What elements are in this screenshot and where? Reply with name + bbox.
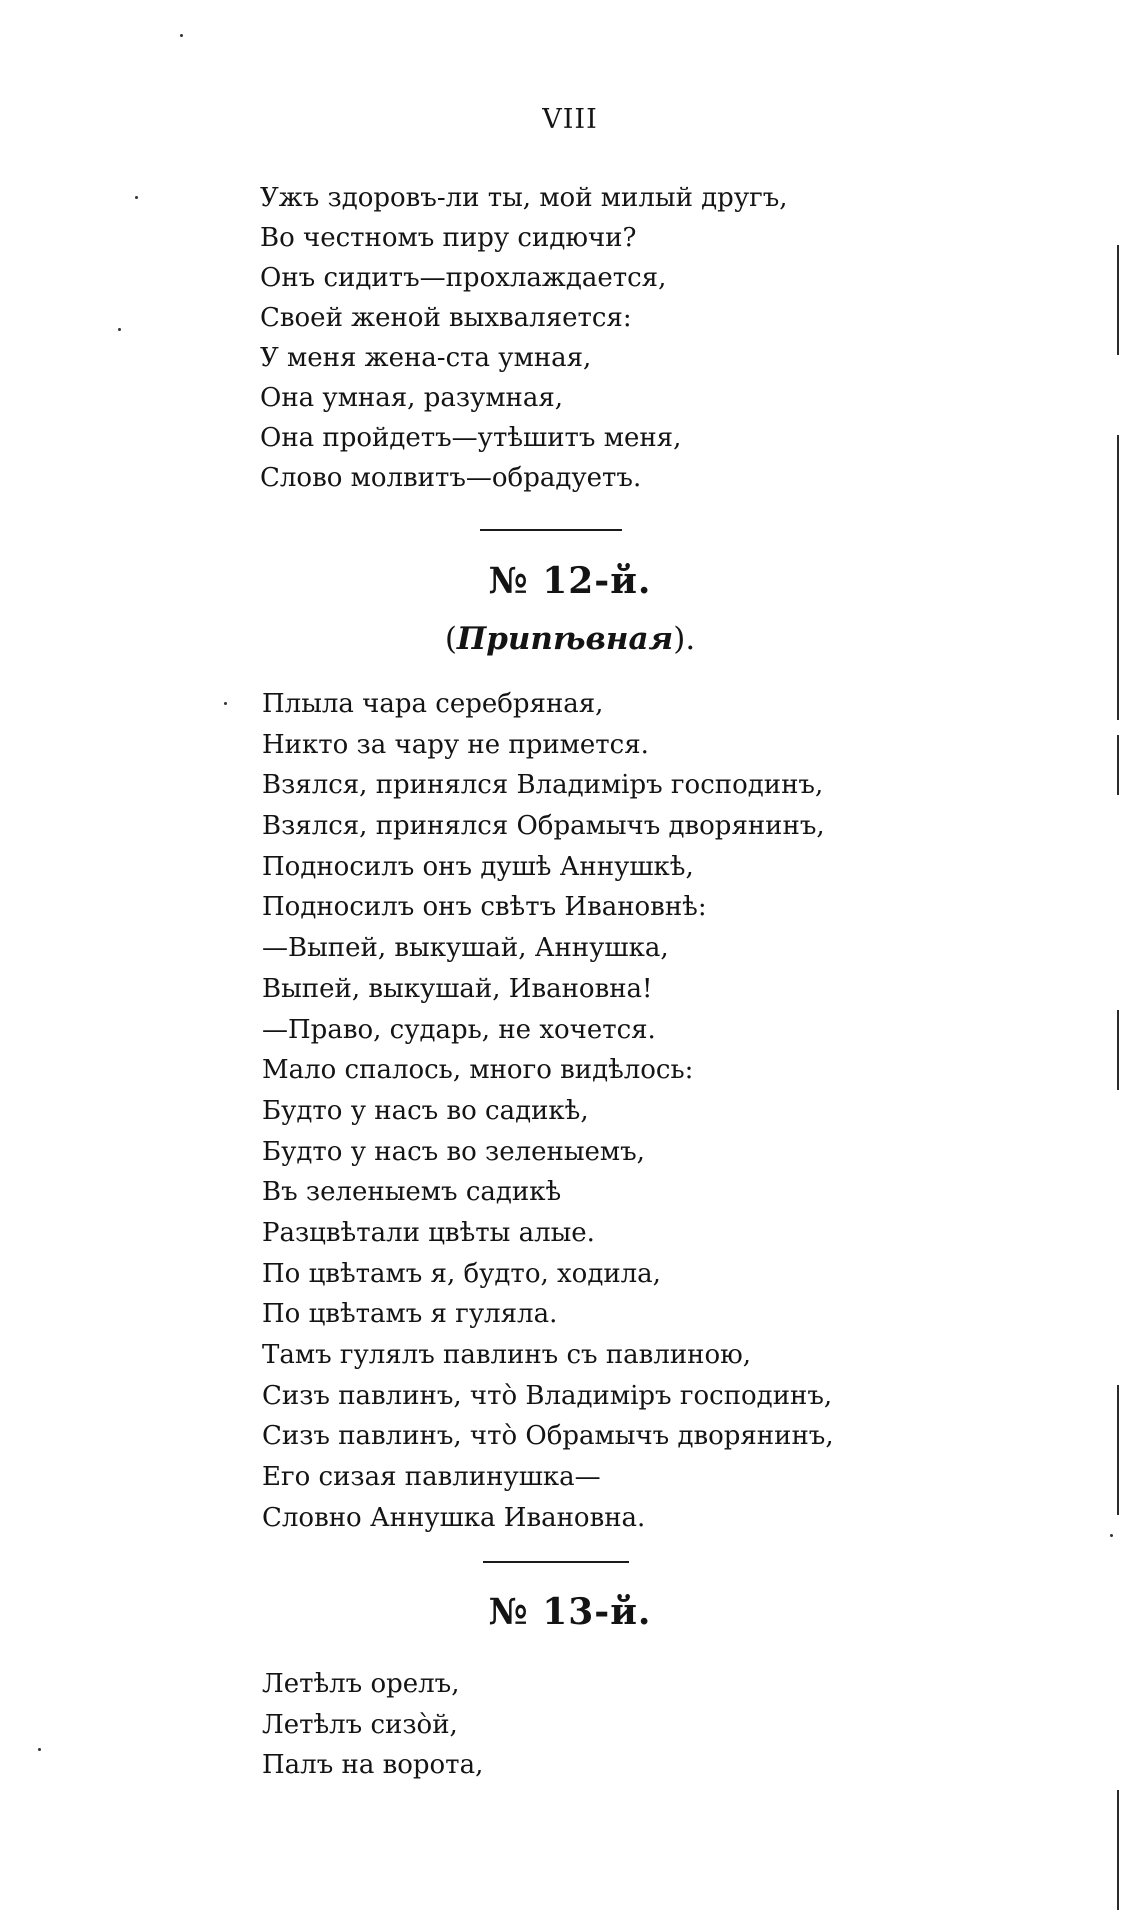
verse-line: Въ зеленыемъ садикѣ <box>262 1177 562 1208</box>
scan-speck <box>135 196 138 199</box>
verse-line: Подносилъ онъ свѣтъ Ивановнѣ: <box>262 892 707 923</box>
verse-line: Своей женой выхваляется: <box>260 303 632 333</box>
scan-edge-line <box>1117 735 1119 795</box>
verse-line: Разцвѣтали цвѣты алые. <box>262 1217 595 1248</box>
verse-line: Ужъ здоровъ-ли ты, мой милый другъ, <box>260 183 788 213</box>
verse-line: Выпей, выкушай, Ивановна! <box>262 973 653 1004</box>
verse-block-song-12 <box>262 684 834 1538</box>
page-number: VIII <box>542 104 598 135</box>
scan-edge-line <box>1117 245 1119 355</box>
verse-line: Словно Аннушка Ивановна. <box>262 1502 646 1533</box>
verse-line: Сизъ павлинъ, что̀ Обрамычъ дворянинъ, <box>262 1421 834 1452</box>
verse-line: Во честномъ пиру сидючи? <box>260 223 637 253</box>
verse-line: Слово молвитъ—обрадуетъ. <box>260 463 642 493</box>
verse-line: Палъ на ворота, <box>262 1750 484 1781</box>
verse-line: Тамъ гулялъ павлинъ съ павлиною, <box>262 1340 752 1370</box>
verse-line: Онъ сидитъ—прохлаждается, <box>260 263 667 293</box>
verse-line: Мало спалось, много видѣлось: <box>262 1055 694 1086</box>
verse-line: Будто у насъ во зеленыемъ, <box>262 1136 645 1167</box>
section-divider <box>480 529 622 531</box>
verse-line: Никто за чару не примется. <box>262 729 649 760</box>
verse-line: Его сизая павлинушка— <box>262 1462 601 1493</box>
verse-line: Летѣлъ орелъ, <box>262 1669 460 1699</box>
verse-line: Она умная, разумная, <box>260 383 564 413</box>
scan-edge-line <box>1117 1385 1119 1515</box>
verse-line: Будто у насъ во садикѣ, <box>262 1095 589 1126</box>
subtitle-open-paren: ( <box>444 621 457 657</box>
verse-line: Плыла чара серебряная, <box>262 689 604 719</box>
scan-speck <box>38 1748 41 1751</box>
verse-line: По цвѣтамъ я гуляла. <box>262 1299 558 1330</box>
section-divider <box>483 1561 629 1563</box>
verse-line: Она пройдетъ—утѣшитъ меня, <box>260 423 682 453</box>
verse-line: Подносилъ онъ душѣ Аннушкѣ, <box>262 851 694 882</box>
subtitle-text: Припѣвная <box>456 621 674 657</box>
song-number-heading: № 13-й. <box>488 1591 652 1633</box>
scan-edge-line <box>1117 1010 1119 1090</box>
verse-line: Взялся, принялся Обрамычъ дворянинъ, <box>262 811 825 842</box>
song-number-heading: № 12-й. <box>488 560 652 602</box>
verse-block-top <box>260 178 788 498</box>
song-subtitle <box>0 621 1140 657</box>
verse-line: По цвѣтамъ я, будто, ходила, <box>262 1258 661 1289</box>
scan-edge-line <box>1117 1790 1119 1910</box>
verse-line: Летѣлъ сизо̀й, <box>262 1709 458 1740</box>
scan-speck <box>180 34 183 37</box>
scan-edge-line <box>1117 435 1119 720</box>
verse-line: У меня жена-ста умная, <box>260 343 592 373</box>
verse-line: Сизъ павлинъ, что̀ Владимiръ господинъ, <box>262 1380 833 1411</box>
scan-speck <box>1110 1534 1113 1537</box>
subtitle-close-paren: ). <box>673 621 696 657</box>
verse-line: Взялся, принялся Владимiръ господинъ, <box>262 770 824 801</box>
scan-speck <box>118 328 121 331</box>
verse-block-song-13 <box>262 1664 483 1786</box>
verse-line: —Право, сударь, не хочется. <box>262 1014 656 1045</box>
verse-line: —Выпей, выкушай, Аннушка, <box>262 933 669 964</box>
scan-speck <box>224 702 227 705</box>
